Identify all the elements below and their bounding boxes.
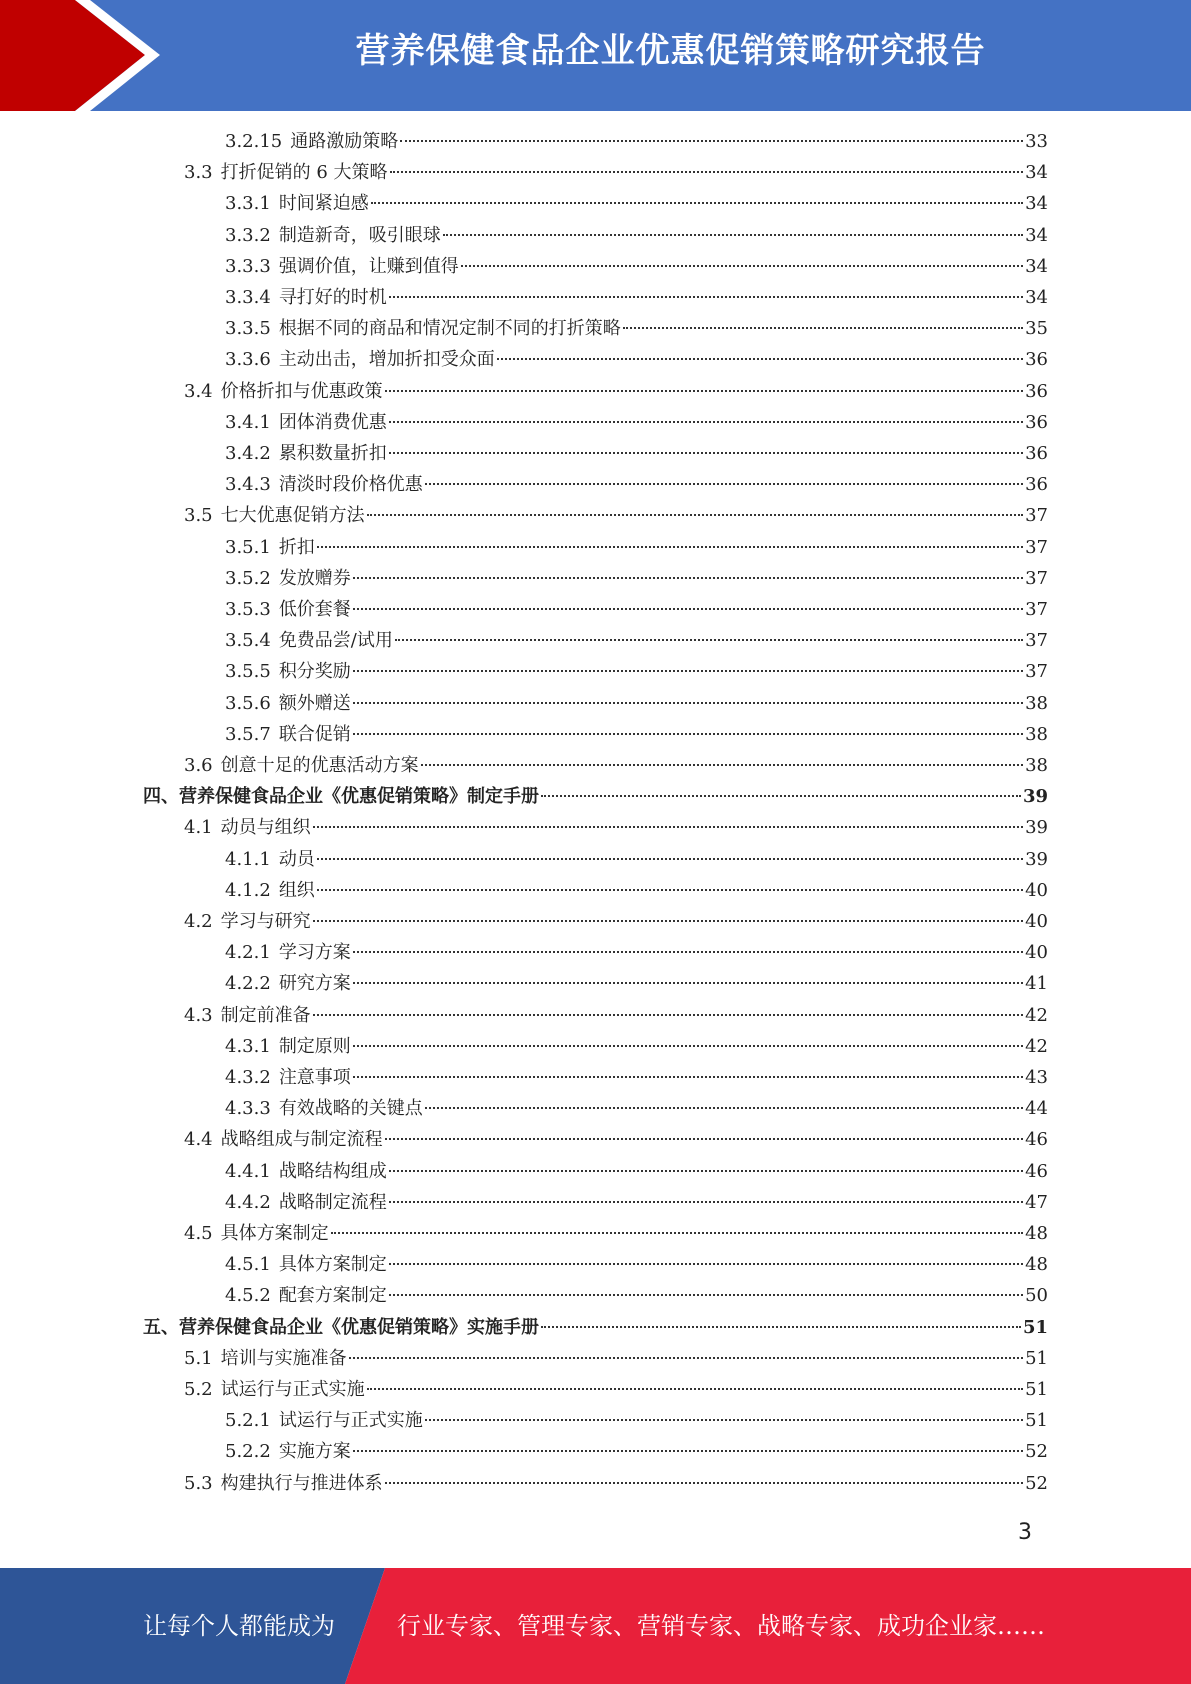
toc-dot-leader xyxy=(353,577,1023,579)
toc-entry[interactable] xyxy=(184,158,1048,189)
toc-entry-page: 41 xyxy=(1025,973,1048,995)
toc-entry[interactable] xyxy=(225,439,1048,470)
toc-entry-page: 51 xyxy=(1025,1347,1048,1369)
toc-entry-title: 学习与研究 xyxy=(220,911,311,932)
toc-dot-leader xyxy=(421,764,1023,766)
toc-entry[interactable] xyxy=(225,1281,1048,1312)
toc-entry-page: 38 xyxy=(1025,723,1048,745)
toc-dot-leader xyxy=(497,358,1023,360)
toc-entry-title: 发放赠券 xyxy=(278,567,351,589)
toc-entry-number: 3.3.6 xyxy=(225,349,271,371)
toc-entry-page: 48 xyxy=(1025,1223,1048,1244)
toc-entry-title: 打折促销的 6 大策略 xyxy=(220,162,388,184)
toc-entry-number: 4.4.2 xyxy=(225,1191,271,1213)
toc-dot-leader xyxy=(353,1076,1023,1078)
toc-entry[interactable] xyxy=(225,1250,1048,1281)
toc-entry-page: 40 xyxy=(1025,942,1048,964)
toc-entry[interactable] xyxy=(184,1469,1048,1500)
toc-entry[interactable] xyxy=(184,813,1048,844)
toc-dot-leader xyxy=(541,795,1021,797)
toc-entry[interactable] xyxy=(225,595,1048,626)
toc-entry-title: 制定前准备 xyxy=(220,1004,311,1026)
toc-entry[interactable] xyxy=(184,1344,1048,1375)
toc-entry-title: 具体方案制定 xyxy=(220,1223,329,1244)
toc-entry-page: 52 xyxy=(1025,1441,1048,1463)
footer-slogan-right: 行业专家、管理专家、营销专家、战略专家、成功企业家…… xyxy=(397,1612,1045,1640)
toc-entry[interactable] xyxy=(225,720,1048,751)
toc-entry-title: 战略结构组成 xyxy=(278,1160,387,1182)
toc-entry[interactable] xyxy=(225,1437,1048,1468)
toc-entry-title: 战略组成与制定流程 xyxy=(220,1129,383,1151)
toc-entry-number: 3.3.4 xyxy=(225,287,271,308)
toc-entry[interactable] xyxy=(225,689,1048,720)
toc-dot-leader xyxy=(389,421,1023,423)
toc-dot-leader xyxy=(541,1326,1021,1328)
toc-dot-leader xyxy=(395,639,1023,641)
toc-entry-number: 4.1 xyxy=(184,817,213,839)
toc-entry-title: 时间紧迫感 xyxy=(278,193,369,215)
toc-entry-number: 3.5.1 xyxy=(225,536,271,558)
toc-entry-page: 42 xyxy=(1025,1004,1048,1026)
toc-dot-leader xyxy=(389,1201,1023,1203)
toc-entry-title: 低价套餐 xyxy=(278,599,351,620)
toc-dot-leader xyxy=(353,951,1023,953)
toc-entry-title: 联合促销 xyxy=(278,723,351,745)
toc-entry-title: 制定原则 xyxy=(278,1035,351,1057)
toc-entry-number: 3.3.1 xyxy=(225,193,271,215)
toc-dot-leader xyxy=(425,1107,1023,1109)
toc-entry[interactable] xyxy=(225,252,1048,283)
toc-entry-number: 5.1 xyxy=(184,1347,213,1369)
toc-dot-leader xyxy=(317,858,1023,860)
toc-entry[interactable] xyxy=(225,845,1048,876)
toc-entry-number: 3.3.2 xyxy=(225,224,271,246)
toc-entry[interactable] xyxy=(225,533,1048,564)
toc-entry[interactable] xyxy=(184,1001,1048,1032)
toc-entry-page: 34 xyxy=(1025,287,1048,308)
toc-dot-leader xyxy=(371,202,1023,204)
toc-entry[interactable] xyxy=(225,1406,1048,1437)
toc-entry[interactable] xyxy=(143,1313,1048,1344)
toc-entry-title: 累积数量折扣 xyxy=(278,443,387,464)
toc-entry-title: 清淡时段价格优惠 xyxy=(278,474,423,496)
toc-entry[interactable] xyxy=(184,1375,1048,1406)
toc-entry[interactable] xyxy=(184,377,1048,408)
toc-entry-page: 37 xyxy=(1025,630,1048,652)
toc-entry-title: 强调价值，让赚到值得 xyxy=(278,255,459,277)
toc-entry-page: 39 xyxy=(1025,817,1048,839)
toc-entry-title: 额外赠送 xyxy=(278,692,351,714)
toc-dot-leader xyxy=(385,390,1023,392)
toc-entry-page: 42 xyxy=(1025,1035,1048,1057)
toc-entry-number: 4.2.1 xyxy=(225,942,271,964)
page-footer xyxy=(0,1568,1191,1684)
toc-entry-number: 4.5 xyxy=(184,1223,213,1244)
toc-entry-number: 5.3 xyxy=(184,1472,213,1494)
toc-entry-number: 4.3 xyxy=(184,1004,213,1026)
toc-dot-leader xyxy=(313,920,1023,922)
toc-entry-page: 37 xyxy=(1025,505,1048,527)
toc-entry[interactable] xyxy=(184,1125,1048,1156)
toc-entry-page: 51 xyxy=(1022,1316,1048,1338)
toc-entry-number: 4.3.1 xyxy=(225,1035,271,1057)
toc-entry-title: 试运行与正式实施 xyxy=(220,1379,365,1400)
toc-entry-page: 36 xyxy=(1025,474,1048,496)
toc-entry-number: 3.3 xyxy=(184,162,213,184)
toc-entry[interactable] xyxy=(225,1157,1048,1188)
toc-entry-page: 51 xyxy=(1025,1410,1048,1432)
toc-entry-number: 3.3.3 xyxy=(225,255,271,277)
toc-entry-title: 积分奖励 xyxy=(278,661,351,683)
toc-entry-number: 4.3.3 xyxy=(225,1098,271,1120)
toc-entry-title: 组织 xyxy=(278,879,315,901)
toc-entry-number: 3.5.7 xyxy=(225,723,271,745)
toc-dot-leader xyxy=(400,140,1023,142)
page-header xyxy=(0,0,1191,111)
toc-entry[interactable] xyxy=(225,1063,1048,1094)
toc-entry-page: 37 xyxy=(1025,599,1048,620)
toc-entry-number: 4.1.2 xyxy=(225,879,271,901)
toc-entry[interactable] xyxy=(225,189,1048,220)
toc-entry-title: 注意事项 xyxy=(278,1067,351,1088)
toc-entry-title: 四、营养保健食品企业《优惠促销策略》制定手册 xyxy=(143,786,539,808)
toc-entry-page: 43 xyxy=(1025,1067,1048,1088)
toc-entry-number: 3.5.3 xyxy=(225,599,271,620)
toc-entry-title: 构建执行与推进体系 xyxy=(220,1472,383,1494)
toc-entry-number: 3.4.1 xyxy=(225,411,271,433)
toc-entry-number: 3.5.6 xyxy=(225,692,271,714)
toc-entry-page: 38 xyxy=(1025,755,1048,776)
toc-entry-title: 团体消费优惠 xyxy=(278,411,387,433)
toc-entry-number: 3.4.3 xyxy=(225,474,271,496)
toc-entry-page: 50 xyxy=(1025,1285,1048,1307)
toc-dot-leader xyxy=(317,546,1023,548)
toc-entry-page: 36 xyxy=(1025,411,1048,433)
toc-dot-leader xyxy=(389,1294,1023,1296)
toc-entry-number: 4.2 xyxy=(184,911,213,932)
toc-dot-leader xyxy=(390,171,1024,173)
toc-entry-page: 34 xyxy=(1025,255,1048,277)
toc-entry[interactable] xyxy=(225,876,1048,907)
toc-entry[interactable] xyxy=(225,283,1048,314)
toc-entry-page: 52 xyxy=(1025,1472,1048,1494)
toc-entry[interactable] xyxy=(225,1094,1048,1125)
toc-entry-page: 44 xyxy=(1025,1098,1048,1120)
toc-dot-leader xyxy=(317,889,1023,891)
toc-entry-title: 培训与实施准备 xyxy=(220,1347,347,1369)
toc-entry-page: 40 xyxy=(1025,879,1048,901)
toc-entry-title: 制造新奇，吸引眼球 xyxy=(278,224,441,246)
toc-entry-page: 33 xyxy=(1025,131,1048,152)
toc-dot-leader xyxy=(353,982,1023,984)
toc-dot-leader xyxy=(385,1482,1023,1484)
toc-entry[interactable] xyxy=(225,408,1048,439)
header-title: 营养保健食品企业优惠促销策略研究报告 xyxy=(355,31,986,71)
toc-entry-title: 研究方案 xyxy=(278,973,351,995)
toc-entry-number: 5.2.2 xyxy=(225,1441,271,1463)
toc-entry-title: 实施方案 xyxy=(278,1441,351,1463)
toc-dot-leader xyxy=(353,1450,1023,1452)
toc-dot-leader xyxy=(389,296,1023,298)
toc-entry-number: 4.3.2 xyxy=(225,1067,271,1088)
toc-entry-page: 34 xyxy=(1025,162,1048,184)
toc-entry-title: 寻打好的时机 xyxy=(278,287,387,308)
toc-entry-page: 36 xyxy=(1025,380,1048,402)
toc-entry-page: 47 xyxy=(1025,1191,1048,1213)
toc-dot-leader xyxy=(623,327,1023,329)
toc-entry-number: 4.4.1 xyxy=(225,1160,271,1182)
toc-dot-leader xyxy=(313,826,1023,828)
toc-dot-leader xyxy=(425,1419,1023,1421)
toc-entry-page: 34 xyxy=(1025,193,1048,215)
page-number: 3 xyxy=(1018,1520,1032,1545)
toc-entry-page: 37 xyxy=(1025,567,1048,589)
toc-entry[interactable] xyxy=(184,1219,1048,1250)
toc-entry-page: 48 xyxy=(1025,1254,1048,1276)
toc-entry-number: 4.4 xyxy=(184,1129,213,1151)
toc-dot-leader xyxy=(353,702,1023,704)
toc-entry-number: 4.5.1 xyxy=(225,1254,271,1276)
toc-entry-number: 3.5.2 xyxy=(225,567,271,589)
toc-entry-page: 37 xyxy=(1025,661,1048,683)
toc-entry-number: 3.5.4 xyxy=(225,630,271,652)
toc-entry[interactable] xyxy=(225,470,1048,501)
toc-dot-leader xyxy=(389,452,1023,454)
toc-entry-page: 34 xyxy=(1025,224,1048,246)
toc-dot-leader xyxy=(353,1045,1023,1047)
footer-slogan-left: 让每个人都能成为 xyxy=(143,1612,335,1640)
toc-entry[interactable] xyxy=(184,751,1048,782)
toc-entry[interactable] xyxy=(225,314,1048,345)
toc-dot-leader xyxy=(461,265,1023,267)
toc-entry-number: 3.5 xyxy=(184,505,213,527)
toc-entry[interactable] xyxy=(143,782,1048,813)
toc-entry[interactable] xyxy=(225,221,1048,252)
toc-entry-title: 免费品尝/试用 xyxy=(278,630,393,652)
toc-entry-title: 有效战略的关键点 xyxy=(278,1098,423,1120)
toc-entry-number: 3.5.5 xyxy=(225,661,271,683)
toc-entry-number: 4.1.1 xyxy=(225,848,271,870)
toc-dot-leader xyxy=(367,1388,1023,1390)
toc-entry[interactable] xyxy=(225,1188,1048,1219)
toc-entry-page: 40 xyxy=(1025,911,1048,932)
toc-entry[interactable] xyxy=(225,657,1048,688)
toc-entry-title: 价格折扣与优惠政策 xyxy=(220,380,383,402)
toc-entry[interactable] xyxy=(225,1032,1048,1063)
toc-entry-title: 动员 xyxy=(278,848,315,870)
toc-entry-title: 战略制定流程 xyxy=(278,1191,387,1213)
toc-entry-page: 36 xyxy=(1025,349,1048,371)
toc-dot-leader xyxy=(367,514,1023,516)
toc-entry-title: 具体方案制定 xyxy=(278,1254,387,1276)
toc-dot-leader xyxy=(425,483,1023,485)
toc-entry-title: 试运行与正式实施 xyxy=(278,1410,423,1432)
toc-dot-leader xyxy=(443,234,1023,236)
toc-entry-number: 4.2.2 xyxy=(225,973,271,995)
toc-entry-number: 3.2.15 xyxy=(225,131,283,152)
toc-entry-title: 动员与组织 xyxy=(220,817,311,839)
toc-entry-page: 46 xyxy=(1025,1160,1048,1182)
toc-entry-page: 51 xyxy=(1025,1379,1048,1400)
toc-entry-page: 46 xyxy=(1025,1129,1048,1151)
toc-entry-title: 配套方案制定 xyxy=(278,1285,387,1307)
toc-entry-title: 创意十足的优惠活动方案 xyxy=(220,755,419,776)
toc-dot-leader xyxy=(313,1014,1023,1016)
toc-entry-page: 36 xyxy=(1025,443,1048,464)
toc-entry-number: 5.2 xyxy=(184,1379,213,1400)
toc-entry-title: 五、营养保健食品企业《优惠促销策略》实施手册 xyxy=(143,1316,539,1338)
toc-entry[interactable] xyxy=(184,501,1048,532)
toc-entry[interactable] xyxy=(184,907,1048,938)
toc-entry-number: 3.4.2 xyxy=(225,443,271,464)
toc-dot-leader xyxy=(353,733,1023,735)
toc-entry-number: 3.4 xyxy=(184,380,213,402)
toc-entry-number: 4.5.2 xyxy=(225,1285,271,1307)
toc-entry-number: 5.2.1 xyxy=(225,1410,271,1432)
toc-entry[interactable] xyxy=(225,969,1048,1000)
toc-entry-number: 3.3.5 xyxy=(225,318,271,340)
toc-entry-number: 3.6 xyxy=(184,755,213,776)
toc-entry-page: 39 xyxy=(1025,848,1048,870)
toc-dot-leader xyxy=(389,1170,1023,1172)
toc-entry[interactable] xyxy=(225,127,1048,158)
toc-dot-leader xyxy=(349,1357,1023,1359)
toc-entry[interactable] xyxy=(225,626,1048,657)
toc-entry-page: 38 xyxy=(1025,692,1048,714)
toc-dot-leader xyxy=(353,608,1023,610)
toc-entry-title: 七大优惠促销方法 xyxy=(220,505,365,527)
toc-entry-page: 37 xyxy=(1025,536,1048,558)
toc-entry-page: 35 xyxy=(1025,318,1048,340)
toc-entry-title: 主动出击，增加折扣受众面 xyxy=(278,349,495,371)
toc-dot-leader xyxy=(353,670,1023,672)
toc-entry[interactable] xyxy=(225,345,1048,376)
toc-dot-leader xyxy=(389,1263,1023,1265)
toc-entry-title: 根据不同的商品和情况定制不同的打折策略 xyxy=(278,318,621,340)
toc-entry-page: 39 xyxy=(1022,786,1048,808)
toc-entry[interactable] xyxy=(225,564,1048,595)
toc-entry[interactable] xyxy=(225,938,1048,969)
toc-entry-title: 通路激励策略 xyxy=(290,131,399,152)
toc-entry-title: 折扣 xyxy=(278,536,315,558)
toc-dot-leader xyxy=(385,1138,1023,1140)
toc-dot-leader xyxy=(331,1232,1023,1234)
toc-entry-title: 学习方案 xyxy=(278,942,351,964)
